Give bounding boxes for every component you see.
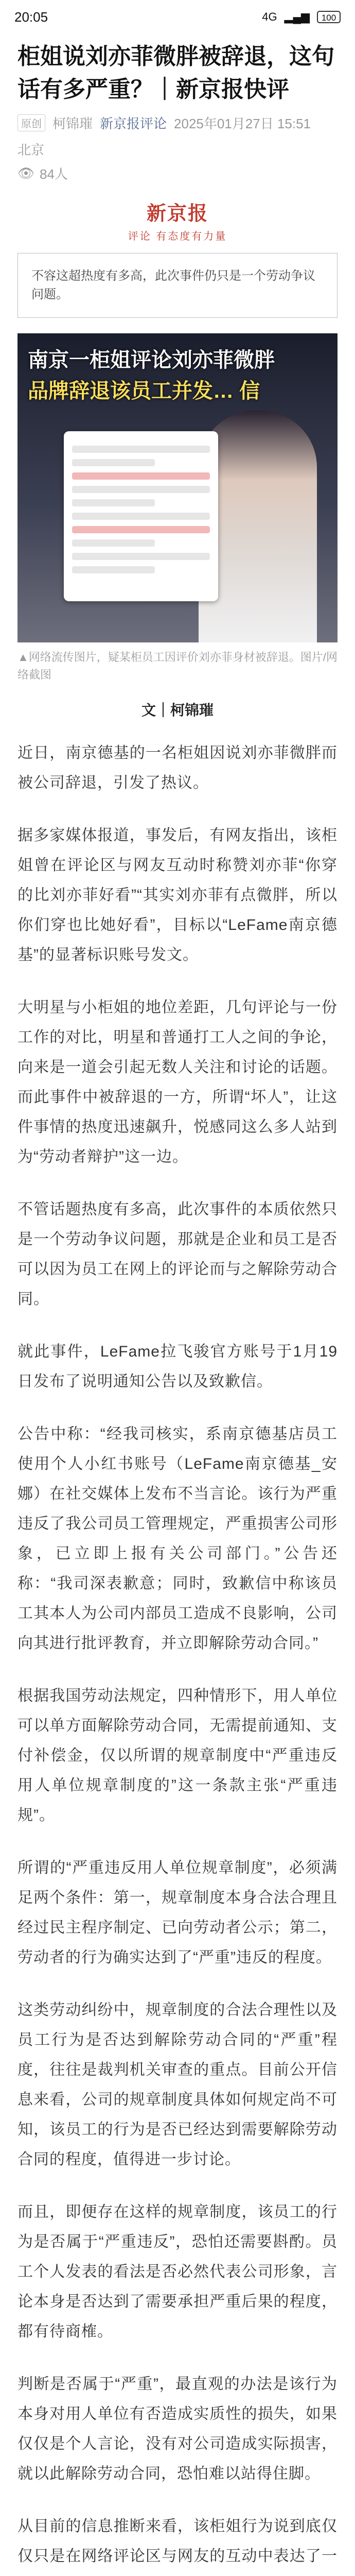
article [0, 40, 355, 2576]
publish-date: 2025年01月27日 15:51 [174, 116, 311, 131]
paragraph: 判断是否属于“严重”，最直观的办法是该行为本身对用人单位有否造成实质性的损失，如果仅仅是个人言论，没有对公司造成实际损害，就以此解除劳动合同，恐怕难以站得住脚。 [17, 2376, 338, 2482]
eye-icon: 👁 [17, 165, 35, 181]
hero-headline-2: 品牌辞退该员工并发… 信 [28, 380, 260, 402]
signal-icon: ▂▄▆ [284, 10, 310, 23]
logo-text: 新京报 [146, 201, 208, 225]
battery-icon: 100 [317, 11, 341, 23]
paragraph: 据多家媒体报道，事发后，有网友指出，该柜姐曾在评论区与网友互动时称赞刘亦菲“你穿的比刘亦菲好看”“其实刘亦菲有点微胖，所以你们穿也比她好看”，目标以“LeFame南京德基”的显著标识账号发文。 [17, 827, 338, 963]
network-indicator: 4G [262, 10, 277, 23]
read-count [17, 164, 338, 183]
paragraph: 不管话题热度有多高，此次事件的本质依然只是一个劳动争议问题，那就是企业和员工是否可以因为员工在网上的评论而与之解除劳动合同。 [17, 1201, 338, 1308]
image-caption: ▲网络流传图片，疑某柜员工因评价刘亦菲身材被辞退。图片/网络截图 [17, 651, 338, 681]
paragraph: 就此事件，LeFame拉飞骏官方账号于1月19日发布了说明通知公告以及致歉信。 [17, 1343, 338, 1390]
paragraph: 公告中称：“经我司核实，系南京德基店员工使用个人小红书账号（LeFame南京德基_安娜）在社交媒体上发布不当言论。该行为严重违反了我公司员工管理规定，严重损害公司形象，已立即上报有关公司部门。”公告还称：“我司深表歉意；同时，致歉信中称该员工其本人为公司内部员工造成不良影响，公司向其进行批评教育，并立即解除劳动合同。” [17, 1426, 338, 1652]
paragraph: 而且，即便存在这样的规章制度，该员工的行为是否属于“严重违反”，恐怕还需要斟酌。员工个人发表的看法是否必然代表公司形象，言论本身是否达到了需要承担严重后果的程度，都有待商榷。 [17, 2204, 338, 2340]
article-meta [17, 113, 338, 159]
brand-logo [17, 197, 338, 243]
notice-box: 不容这超热度有多高，此次事件仍只是一个劳动争议问题。 [17, 253, 338, 318]
paragraph: 近日，南京德基的一名柜姐因说刘亦菲微胖而被公司辞退，引发了热议。 [17, 744, 338, 791]
publish-location: 北京 [17, 142, 45, 158]
source-account-link[interactable]: 新京报评论 [100, 116, 167, 131]
paragraph: 从目前的信息推断来看，该柜姐行为说到底仅仅只是在网络评论区与网友的互动中表达了一 [17, 2518, 338, 2565]
logo-slogan: 评论 有态度有力量 [128, 231, 227, 242]
paragraph: 所谓的“严重违反用人单位规章制度”，必须满足两个条件：第一，规章制度本身合法合理且经过民主程序制定、已向劳动者公示；第二，劳动者的行为确实达到了“严重”违反的程度。 [17, 1859, 338, 1966]
status-bar [0, 0, 355, 34]
original-tag: 原创 [17, 114, 45, 131]
byline: 文｜柯锦璀 [141, 702, 214, 718]
hero-image[interactable] [17, 333, 338, 642]
status-time: 20:05 [14, 9, 48, 25]
hero-headline: 南京一柜姐评论刘亦菲微胖 [28, 349, 275, 371]
screenshot-card [64, 431, 218, 601]
status-right [262, 10, 341, 24]
paragraph: 这类劳动纠纷中，规章制度的合法合理性以及员工行为是否达到解除劳动合同的“严重”程度，往往是裁判机关审查的重点。目前公开信息来看，公司的规章制度具体如何规定尚不可知，该员工的行为是否已经达到需要解除劳动合同的程度，值得进一步讨论。 [17, 2002, 338, 2168]
article-title: 柜姐说刘亦菲微胖被辞退，这句话有多严重？｜新京报快评 [17, 44, 334, 102]
paragraph: 根据我国劳动法规定，四种情形下，用人单位可以单方面解除劳动合同，无需提前通知、支付补偿金，仅以所谓的规章制度中“严重违反用人单位规章制度的”这一条款主张“严重违规”。 [17, 1687, 338, 1824]
read-count-value: 84人 [40, 166, 68, 182]
paragraph: 大明星与小柜姐的地位差距，几句评论与一份工作的对比，明星和普通打工人之间的争论，向来是一道会引起无数人关注和讨论的话题。而此事件中被辞退的一方，所谓“坏人”，让这件事情的热度迅速飙升，悦感同这么多人站到为“劳动者辩护”这一边。 [17, 999, 338, 1165]
author-name: 柯锦璀 [52, 116, 93, 131]
